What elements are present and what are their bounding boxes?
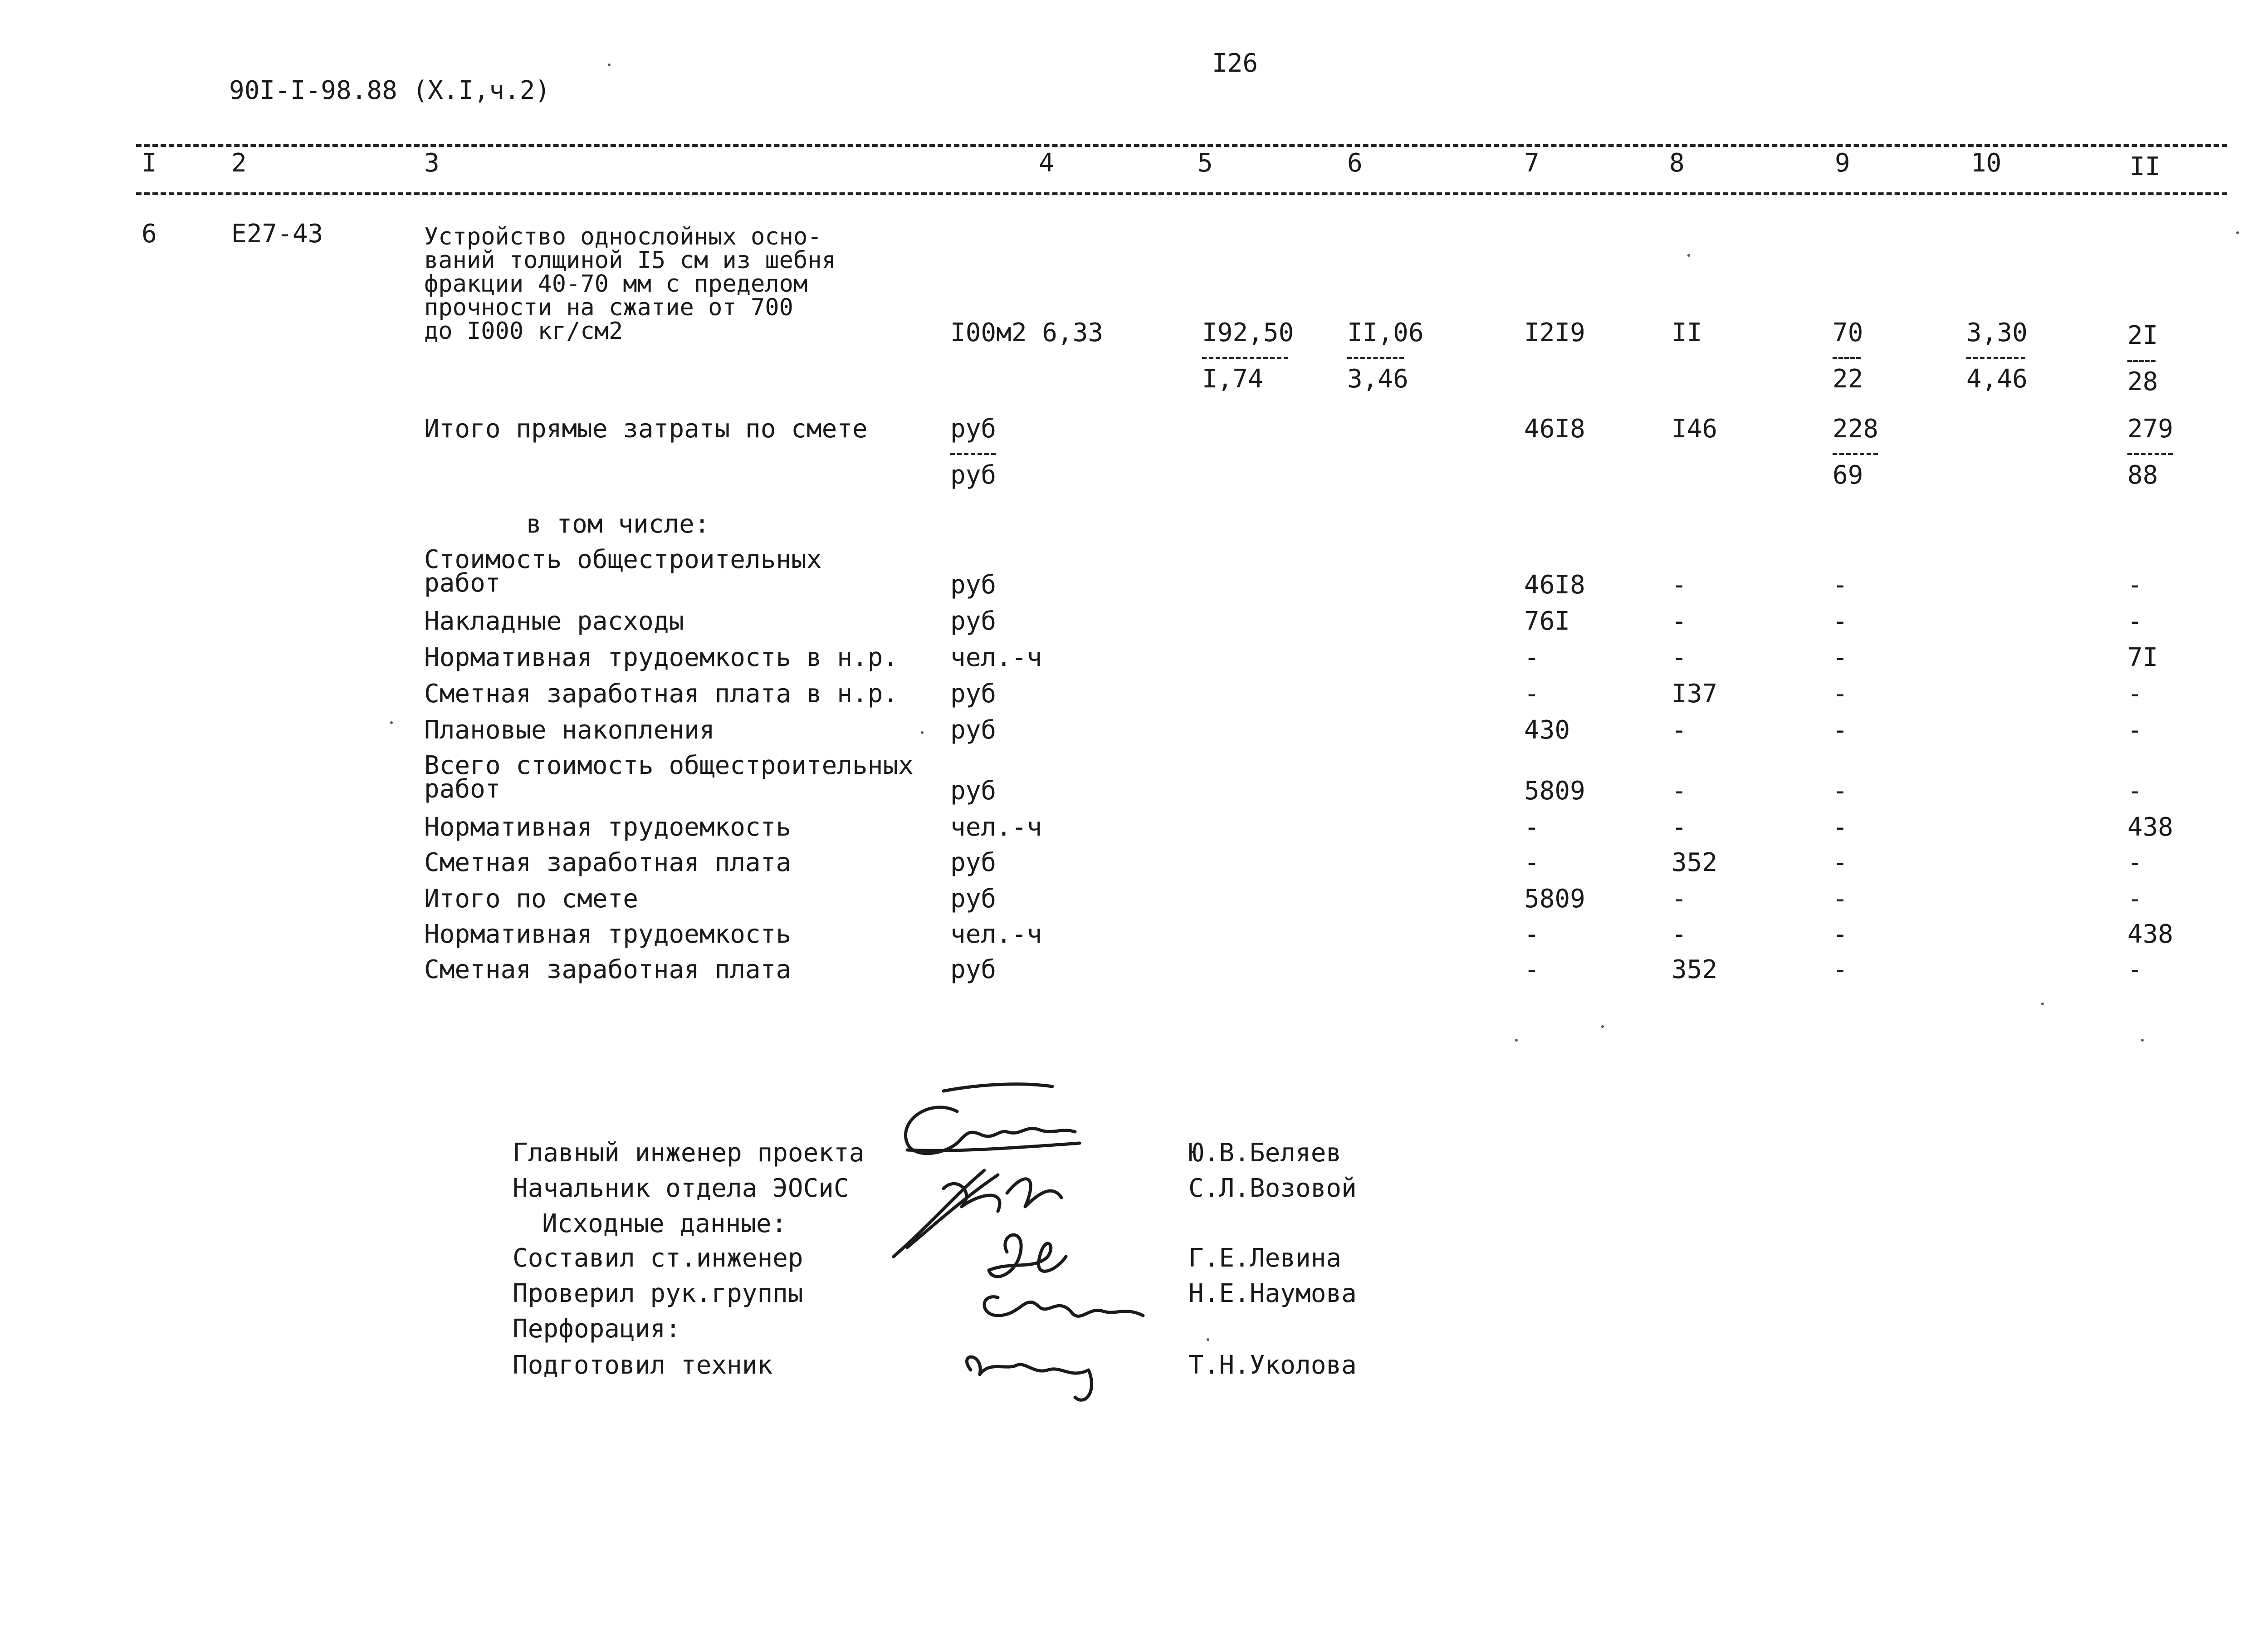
item-number: 6 [142, 219, 157, 249]
column-header-9: 9 [1835, 148, 1850, 178]
signature-name: Ю.В.Беляев [1188, 1138, 1342, 1168]
item-col11-top: 2I [2127, 321, 2158, 350]
item-unit-quantity: I00м2 6,33 [950, 318, 1104, 347]
signature-role: Перфорация: [513, 1314, 681, 1344]
item-col10-bottom: 4,46 [1966, 364, 2028, 394]
column-header-4: 4 [1039, 148, 1054, 178]
signature-name: Т.Н.Уколова [1188, 1350, 1357, 1380]
header-rule-bottom [136, 192, 2227, 195]
signature-role: Проверил рук.группы [513, 1279, 803, 1308]
signature-role: Начальник отдела ЭОСиС [513, 1174, 849, 1203]
signature-role: Составил ст.инженер [513, 1243, 803, 1273]
signature-name: Н.Е.Наумова [1188, 1279, 1357, 1308]
signature-role: Подготовил техник [513, 1350, 773, 1380]
item-col7: I2I9 [1524, 318, 1585, 347]
header-rule-top [136, 144, 2227, 147]
column-header-2: 2 [231, 148, 247, 178]
totals-unit-top: руб [950, 414, 997, 444]
column-header-3: 3 [424, 148, 440, 178]
handwritten-signatures [889, 1080, 1170, 1470]
totals-label: Итого прямые затраты по смете [424, 414, 868, 444]
page-number: I26 [1212, 49, 1258, 78]
item-col6-top: II,06 [1347, 318, 1424, 347]
signature-name: С.Л.Возовой [1188, 1174, 1357, 1203]
item-col8: II [1672, 318, 1702, 347]
column-header-6: 6 [1347, 148, 1363, 178]
signature-role: Главный инженер проекта [513, 1138, 865, 1168]
totals-col11-bottom: 88 [2127, 460, 2158, 490]
column-header-11: II [2130, 152, 2160, 181]
item-col5-bottom: I,74 [1202, 364, 1263, 394]
signature-role: Исходные данные: [542, 1209, 787, 1238]
item-col6-bottom: 3,46 [1347, 364, 1408, 394]
item-col5-top: I92,50 [1202, 318, 1294, 347]
column-header-1: I [142, 148, 157, 178]
column-header-8: 8 [1669, 148, 1685, 178]
item-col9-top: 70 [1833, 318, 1863, 347]
signature-name: Г.Е.Левина [1188, 1243, 1342, 1273]
totals-col11-top: 279 [2127, 414, 2174, 444]
document-code: 90I-I-98.88 (X.I,ч.2) [229, 76, 551, 105]
totals-col9-top: 228 [1833, 414, 1879, 444]
including-label: в том числе: [526, 509, 710, 539]
totals-col9-bottom: 69 [1833, 460, 1863, 490]
item-col9-bottom: 22 [1833, 364, 1863, 394]
column-header-5: 5 [1198, 148, 1213, 178]
totals-col8: I46 [1672, 414, 1718, 444]
estimate-page: 90I-I-98.88 (X.I,ч.2) I26 I 2 3 4 5 6 7 8 9 10 II 6 Е27-43 Устройство однослойных осно- ваний толщиной I5 см из шебня фракции 40-70 мм с пределом прочности на сжатие от 700 до I000 кг/см2 I00м2 6,33 I92,50 I,74 II,06 3,46 I2I9 II 70 22 3,30 4,46 2I 28 Итого прямые затраты по смете руб руб 46I8 I46 228 69 279 88 в том числе: Стоимость общестроительных работ руб 46I8 - - - Накладные расходы руб 76I - - - Нормативная трудоемкость в н.р. чел.-ч - - - 7I Сметная заработная плата в н.р. руб - I37 - - Плановые накопления руб 430 - - - Всего стоимость общестроительных работ руб 5809 - - - Нормативная трудоемкость чел.-ч - - - 438 Сметная заработная плата руб - 352 - - Итого по смете руб 5809 - - - Нормативная трудоемкость чел.-ч - - - 438 Сметная заработная плата руб - 352 - - Главный инженер проекта Ю.В.Беляев Начальник отдела ЭОСиС С.Л.Возовой Исходные данные: Составил ст.инженер Г.Е.Левина Проверил рук.группы Н.Е.Наумова Перфорация: Подготовил техник Т.Н.Уколова [0, 0, 2268, 1634]
item-col11-bottom: 28 [2127, 367, 2158, 396]
column-header-7: 7 [1524, 148, 1540, 178]
item-col10-top: 3,30 [1966, 318, 2028, 347]
totals-col7: 46I8 [1524, 414, 1585, 444]
totals-unit-bottom: руб [950, 460, 997, 490]
column-header-10: 10 [1971, 148, 2002, 178]
item-code: Е27-43 [231, 219, 323, 249]
